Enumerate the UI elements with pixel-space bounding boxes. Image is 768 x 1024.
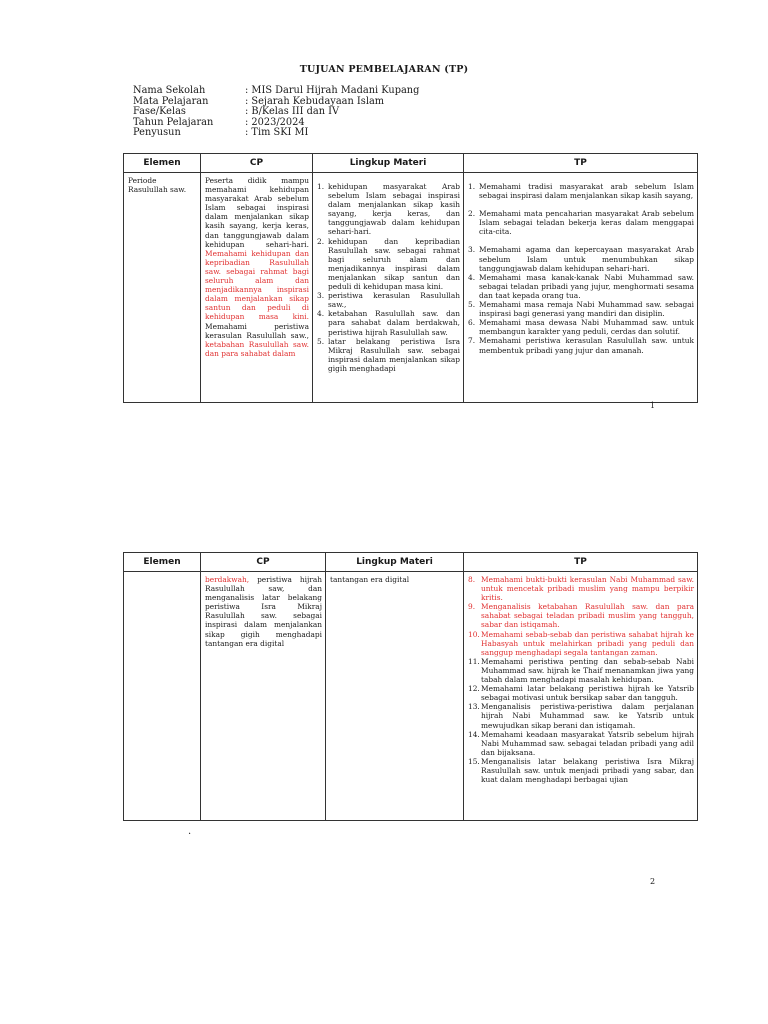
info-label: Penyusun <box>133 127 181 139</box>
table-header-row <box>124 154 698 173</box>
list-item: 4. Memahami masa kanak-kanak Nabi Muhammad saw. sebagai teladan pribadi yang jujur, menghormati sesama dan taat kepada orang tua. <box>468 272 694 300</box>
cell-tp <box>464 173 698 403</box>
list-item: 6. Memahami masa dewasa Nabi Muhammad saw. untuk membangun karakter yang peduli, cerdas dan solutif. <box>468 318 694 337</box>
header-tp: TP <box>464 553 698 572</box>
lingkup-list <box>317 182 460 373</box>
header-lingkup-materi: Lingkup Materi <box>313 154 464 173</box>
header-elemen: Elemen <box>124 154 201 173</box>
list-item: 3. Memahami agama dan kepercayaan masyarakat Arab sebelum Islam untuk menumbuhkan sikap tanggungjawab dalam kehidupan sehari-hari. <box>468 245 694 273</box>
tp-table-page-2 <box>123 552 698 821</box>
list-item: 9. Menganalisis ketabahan Rasulullah saw. dan para sahabat sebagai teladan pribadi muslim yang tangguh, sabar dan istiqamah. <box>468 602 694 630</box>
cell-elemen <box>124 572 201 821</box>
header-elemen: Elemen <box>124 553 201 572</box>
cp-text: Peserta didik mampu memahami kehidupan masyarakat Arab sebelum Islam sebagai inspirasi dalam menjalankan sikap kasih sayang, kerja keras, dan tanggungjawab dalam kehidupan sehari-hari. <box>205 176 309 249</box>
tp-list <box>468 575 694 784</box>
info-label: Tahun Pelajaran <box>133 116 214 128</box>
tp-table-page-1 <box>123 153 698 403</box>
cell-elemen: Periode Rasulullah saw. <box>124 173 201 403</box>
info-value: : MIS Darul Hijrah Madani Kupang <box>245 85 420 96</box>
list-item: 12. Memahami latar belakang peristiwa hijrah ke Yatsrib sebagai motivasi untuk bersikap sabar dan tangguh. <box>468 684 694 703</box>
list-item: 15. Menganalisis latar belakang peristiwa Isra Mikraj Rasulullah saw. untuk menjadi pribadi yang sabar, dan kuat dalam menghadapi berbagai ujian <box>468 756 694 785</box>
header-cp: CP <box>201 553 326 572</box>
page-number: 1 <box>650 401 656 410</box>
table-row <box>124 572 698 821</box>
cp-text-highlight: berdakwah, <box>205 575 250 584</box>
info-label: Fase/Kelas <box>133 106 186 118</box>
cell-cp <box>201 173 313 403</box>
document-info <box>133 86 419 139</box>
info-value: : 2023/2024 <box>245 116 305 128</box>
cp-text: Memahami peristiwa kerasulan Rasulullah saw., <box>205 321 309 340</box>
info-row-school <box>133 86 419 97</box>
info-label: Mata Pelajaran <box>133 95 209 107</box>
page-number: 2 <box>650 877 656 886</box>
list-item: 4. ketabahan Rasulullah saw. dan para sahabat dalam berdakwah, peristiwa hijrah Rasulullah saw. <box>317 309 460 337</box>
info-label: Nama Sekolah <box>133 85 206 96</box>
list-item: 1. Memahami tradisi masyarakat arab sebelum Islam sebagai inspirasi dalam menjalankan sikap kasih sayang, <box>468 182 694 201</box>
tp-list <box>468 182 694 355</box>
list-item: 2. Memahami mata pencaharian masyarakat Arab sebelum Islam sebagai teladan bekerja keras dalam menggapai cita-cita. <box>468 209 694 237</box>
cell-cp <box>201 572 326 821</box>
list-item: 8. Memahami bukti-bukti kerasulan Nabi Muhammad saw. untuk mencetak pribadi muslim yang mampu berpikir kritis. <box>468 575 694 603</box>
cell-lingkup-materi <box>313 173 464 403</box>
list-item: 2. kehidupan dan kepribadian Rasulullah saw. sebagai rahmat bagi seluruh alam dan menjadikannya inspirasi dalam menjalankan sikap santun dan peduli di kehidupan masa kini. <box>317 236 460 292</box>
header-tp: TP <box>464 154 698 173</box>
list-item: 13. Menganalisis peristiwa-peristiwa dalam perjalanan hijrah Nabi Muhammad saw. ke Yatsrib untuk mewujudkan sikap berani dan istiqamah. <box>468 702 694 730</box>
list-item: 1. kehidupan masyarakat Arab sebelum Islam sebagai inspirasi dalam menjalankan sikap kasih sayang, kerja keras, dan tanggungjawab dalam kehidupan sehari-hari. <box>317 182 460 237</box>
header-lingkup-materi: Lingkup Materi <box>326 553 464 572</box>
info-value: : Tim SKI MI <box>245 127 309 139</box>
table-header-row <box>124 553 698 572</box>
list-item: 5. Memahami masa remaja Nabi Muhammad saw. sebagai inspirasi bagi generasi yang mandiri dan disiplin. <box>468 300 694 319</box>
stray-mark: . <box>188 826 192 837</box>
cp-text-highlight: Memahami kehidupan dan kepribadian Rasulullah saw. sebagai rahmat bagi seluruh alam dan menjadikannya inspirasi dalam menjalankan sikap santun dan peduli di kehidupan masa kini. <box>205 248 309 322</box>
list-item: 7. Memahami peristiwa kerasulan Rasulullah saw. untuk membentuk pribadi yang jujur dan amanah. <box>468 336 694 355</box>
list-item: 3. peristiwa kerasulan Rasulullah saw., <box>317 291 460 310</box>
info-value: : Sejarah Kebudayaan Islam <box>245 95 385 107</box>
info-value: : B/Kelas III dan IV <box>245 106 340 118</box>
header-cp: CP <box>201 154 313 173</box>
list-item: 5. latar belakang peristiwa Isra Mikraj Rasulullah saw. sebagai inspirasi dalam menjalankan sikap gigih menghadapi <box>317 336 460 373</box>
list-item: 14. Memahami keadaan masyarakat Yatsrib sebelum hijrah Nabi Muhammad saw. sebagai teladan pribadi yang adil dan bijaksana. <box>468 729 694 757</box>
info-row-author <box>133 128 419 139</box>
cp-text-highlight: ketabahan Rasulullah saw. dan para sahabat dalam <box>205 339 309 358</box>
table-row <box>124 173 698 403</box>
list-item: 10. Memahami sebab-sebab dan peristiwa sahabat hijrah ke Habasyah untuk melahirkan pribadi yang peduli dan sanggup menghadapi segala tantangan zaman. <box>468 629 694 657</box>
list-item: 11. Memahami peristiwa penting dan sebab-sebab Nabi Muhammad saw. hijrah ke Thaif menanamkan jiwa yang tabah dalam menghadapi masalah kehidupan. <box>468 656 694 685</box>
cp-text: peristiwa hijrah Rasulullah saw, dan menganalisis latar belakang peristiwa Isra Mikraj Rasulullah saw. sebagai inspirasi dalam menjalankan sikap gigih menghadapi tantangan era digital <box>205 575 322 648</box>
cell-lingkup-materi: tantangan era digital <box>326 572 464 821</box>
cell-tp <box>464 572 698 821</box>
page-title: TUJUAN PEMBELAJARAN (TP) <box>299 64 469 75</box>
